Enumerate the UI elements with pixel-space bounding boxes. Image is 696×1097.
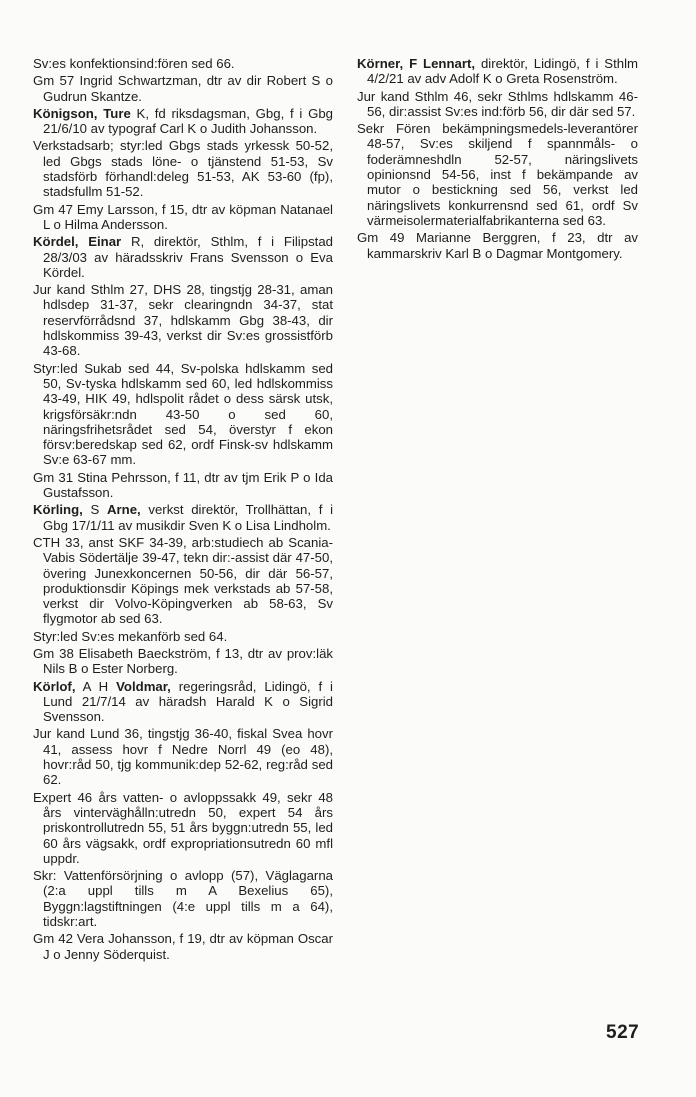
entry-text: Gm 49 Marianne Berggren, f 23, dtr av kammarskriv Karl B o Dagmar Montgomery.: [357, 230, 638, 261]
entry-text: Styr:led Sv:es mekanförb sed 64.: [33, 628, 228, 644]
biography-paragraph: [33, 202, 333, 233]
biography-paragraph: [33, 282, 333, 358]
entry-text: Gm 31 Stina Pehrsson, f 11, dtr av tjm Erik P o Ida Gustafsson.: [33, 469, 333, 501]
biography-paragraph: [33, 726, 333, 787]
entry-text: Verkstadsarb; styr:led Gbgs stads yrkessk 50-52, led Gbgs stads löne- o tjänstend 51-53, Sv stadsförb förhandl:deleg 51-53, AK 53-60 (fp), stadsfullm 51-52.: [33, 138, 333, 200]
biography-paragraph: [33, 73, 333, 104]
entry-name: Körling,: [33, 502, 83, 518]
biography-paragraph: [33, 535, 333, 627]
biography-paragraph: [33, 470, 333, 501]
entry-text: Gm 38 Elisabeth Baeckström, f 13, dtr av prov:läk Nils B o Ester Norberg.: [33, 645, 333, 677]
left-column: [33, 56, 333, 964]
entry-name: Kördel, Einar: [33, 234, 122, 250]
entry-text: Sekr Fören bekämpningsmedels-leverantörer 48-57, Sv:es skiljend f spannmåls- o foderämneshdln 52-57, näringslivets opinionsnd 54-56, inst f bekämpande av mutor o bestickning sed 56, verkst led näringslivets konkurrensnd sed 61, ordf Sv värmeisolermaterialfabrikanterna sed 63.: [357, 121, 638, 228]
biography-entry-heading: [33, 679, 333, 725]
entry-text: direktör, Lidingö, f i Sthlm 4/2/21 av adv Adolf K o Greta Rosenström.: [367, 56, 638, 87]
biography-paragraph: [33, 868, 333, 929]
entry-text: Skr: Vattenförsörjning o avlopp (57), Väglagarna (2:a uppl tills m A Bexelius 65), Byggn:lagstiftningen (4:e uppl tills m a 64), tidskr:art.: [33, 868, 333, 930]
biography-paragraph: [357, 89, 638, 120]
biography-paragraph: [357, 121, 638, 228]
entry-text: S: [82, 502, 107, 518]
entry-text: Expert 46 års vatten- o avloppssakk 49, sekr 48 års vinterväghålln:utredn 50, expert 54 års priskontrollutredn 55, 51 års byggn:utredn 55, led 60 års vägsakk, ordf expropriationsutredn 60 mfl uppdr.: [33, 789, 333, 866]
biography-paragraph: [357, 230, 638, 261]
entry-text: CTH 33, anst SKF 34-39, arb:studiech ab Scania-Vabis Södertälje 39-47, tekn dir:-assist där 47-50, övering Junexkoncernen 50-56, dir där 56-57, produktionsdir Köpings mek verkstads ab 57-58, verkst dir Volvo-Köpingverken ab 58-63, Sv flygmotor ab sed 63.: [33, 534, 333, 627]
entry-text: verkst direktör, Trollhättan, f i Gbg 17/1/11 av musikdir Sven K o Lisa Lindholm.: [43, 502, 333, 533]
biography-entry-heading: [357, 56, 638, 87]
biography-paragraph: [33, 790, 333, 866]
biography-paragraph: [33, 931, 333, 962]
right-column: [357, 56, 638, 263]
entry-name: Voldmar,: [116, 678, 171, 694]
biography-paragraph: [33, 629, 333, 644]
biography-paragraph: [33, 56, 333, 71]
biography-entry-heading: [33, 106, 333, 137]
entry-text: A H: [75, 678, 117, 694]
page-number: 527: [606, 1022, 640, 1043]
biography-entry-heading: [33, 234, 333, 280]
entry-text: Jur kand Sthlm 46, sekr Sthlms hdlskamm 46-56, dir:assist Sv:es ind:förb 56, dir där sed 57.: [357, 88, 638, 119]
biography-entry-heading: [33, 502, 333, 533]
entry-text: R, direktör, Sthlm, f i Filipstad 28/3/03 av häradsskriv Frans Svensson o Eva Kördel.: [43, 234, 333, 280]
entry-name: Körlof,: [33, 678, 76, 694]
entry-text: Gm 42 Vera Johansson, f 19, dtr av köpman Oscar J o Jenny Söderquist.: [33, 931, 333, 962]
entry-text: Gm 57 Ingrid Schwartzman, dtr av dir Robert S o Gudrun Skantze.: [33, 73, 333, 104]
entry-text: Gm 47 Emy Larsson, f 15, dtr av köpman Natanael L o Hilma Andersson.: [33, 201, 333, 232]
biography-paragraph: [33, 138, 333, 199]
entry-name: Königson, Ture: [33, 105, 131, 121]
biography-paragraph: [33, 361, 333, 468]
entry-name: Körner, F Lennart,: [357, 56, 476, 71]
entry-text: K, fd riksdagsman, Gbg, f i Gbg 21/6/10 av typograf Carl K o Judith Johansson.: [43, 105, 333, 137]
entry-text: Jur kand Sthlm 27, DHS 28, tingstjg 28-31, aman hdlsdep 31-37, sekr clearingndn 34-37, stat reservförrådsnd 37, hdlskamm Gbg 38-43, dir hdlskommiss 39-43, verkst dir Sv:es grossistförb 43-68.: [33, 282, 333, 359]
entry-text: Styr:led Sukab sed 44, Sv-polska hdlskamm sed 50, Sv-tyska hdlskamm sed 60, led hdlskommiss 43-49, HIK 49, hdlspolit rådet o dess särsk utsk, krigsförsäkr:ndn 43-50 o sed 60, näringsfrihetsrådet sed 54, överstyr f ekon försv:beredskap sed 62, ordf Finsk-sv hdlskamm Sv:e 63-67 mm.: [33, 360, 333, 468]
biography-paragraph: [33, 646, 333, 677]
entry-name: Arne,: [106, 502, 141, 518]
entry-text: regeringsråd, Lidingö, f i Lund 21/7/14 av häradsh Harald K o Sigrid Svensson.: [43, 678, 333, 725]
entry-text: Jur kand Lund 36, tingstjg 36-40, fiskal Svea hovr 41, assess hovr f Nedre Norrl 49 (eo 48), hovr:råd 50, tjg kommunik:dep 52-62, reg:råd sed 62.: [33, 726, 333, 788]
entry-text: Sv:es konfektionsind:fören sed 66.: [33, 56, 235, 71]
